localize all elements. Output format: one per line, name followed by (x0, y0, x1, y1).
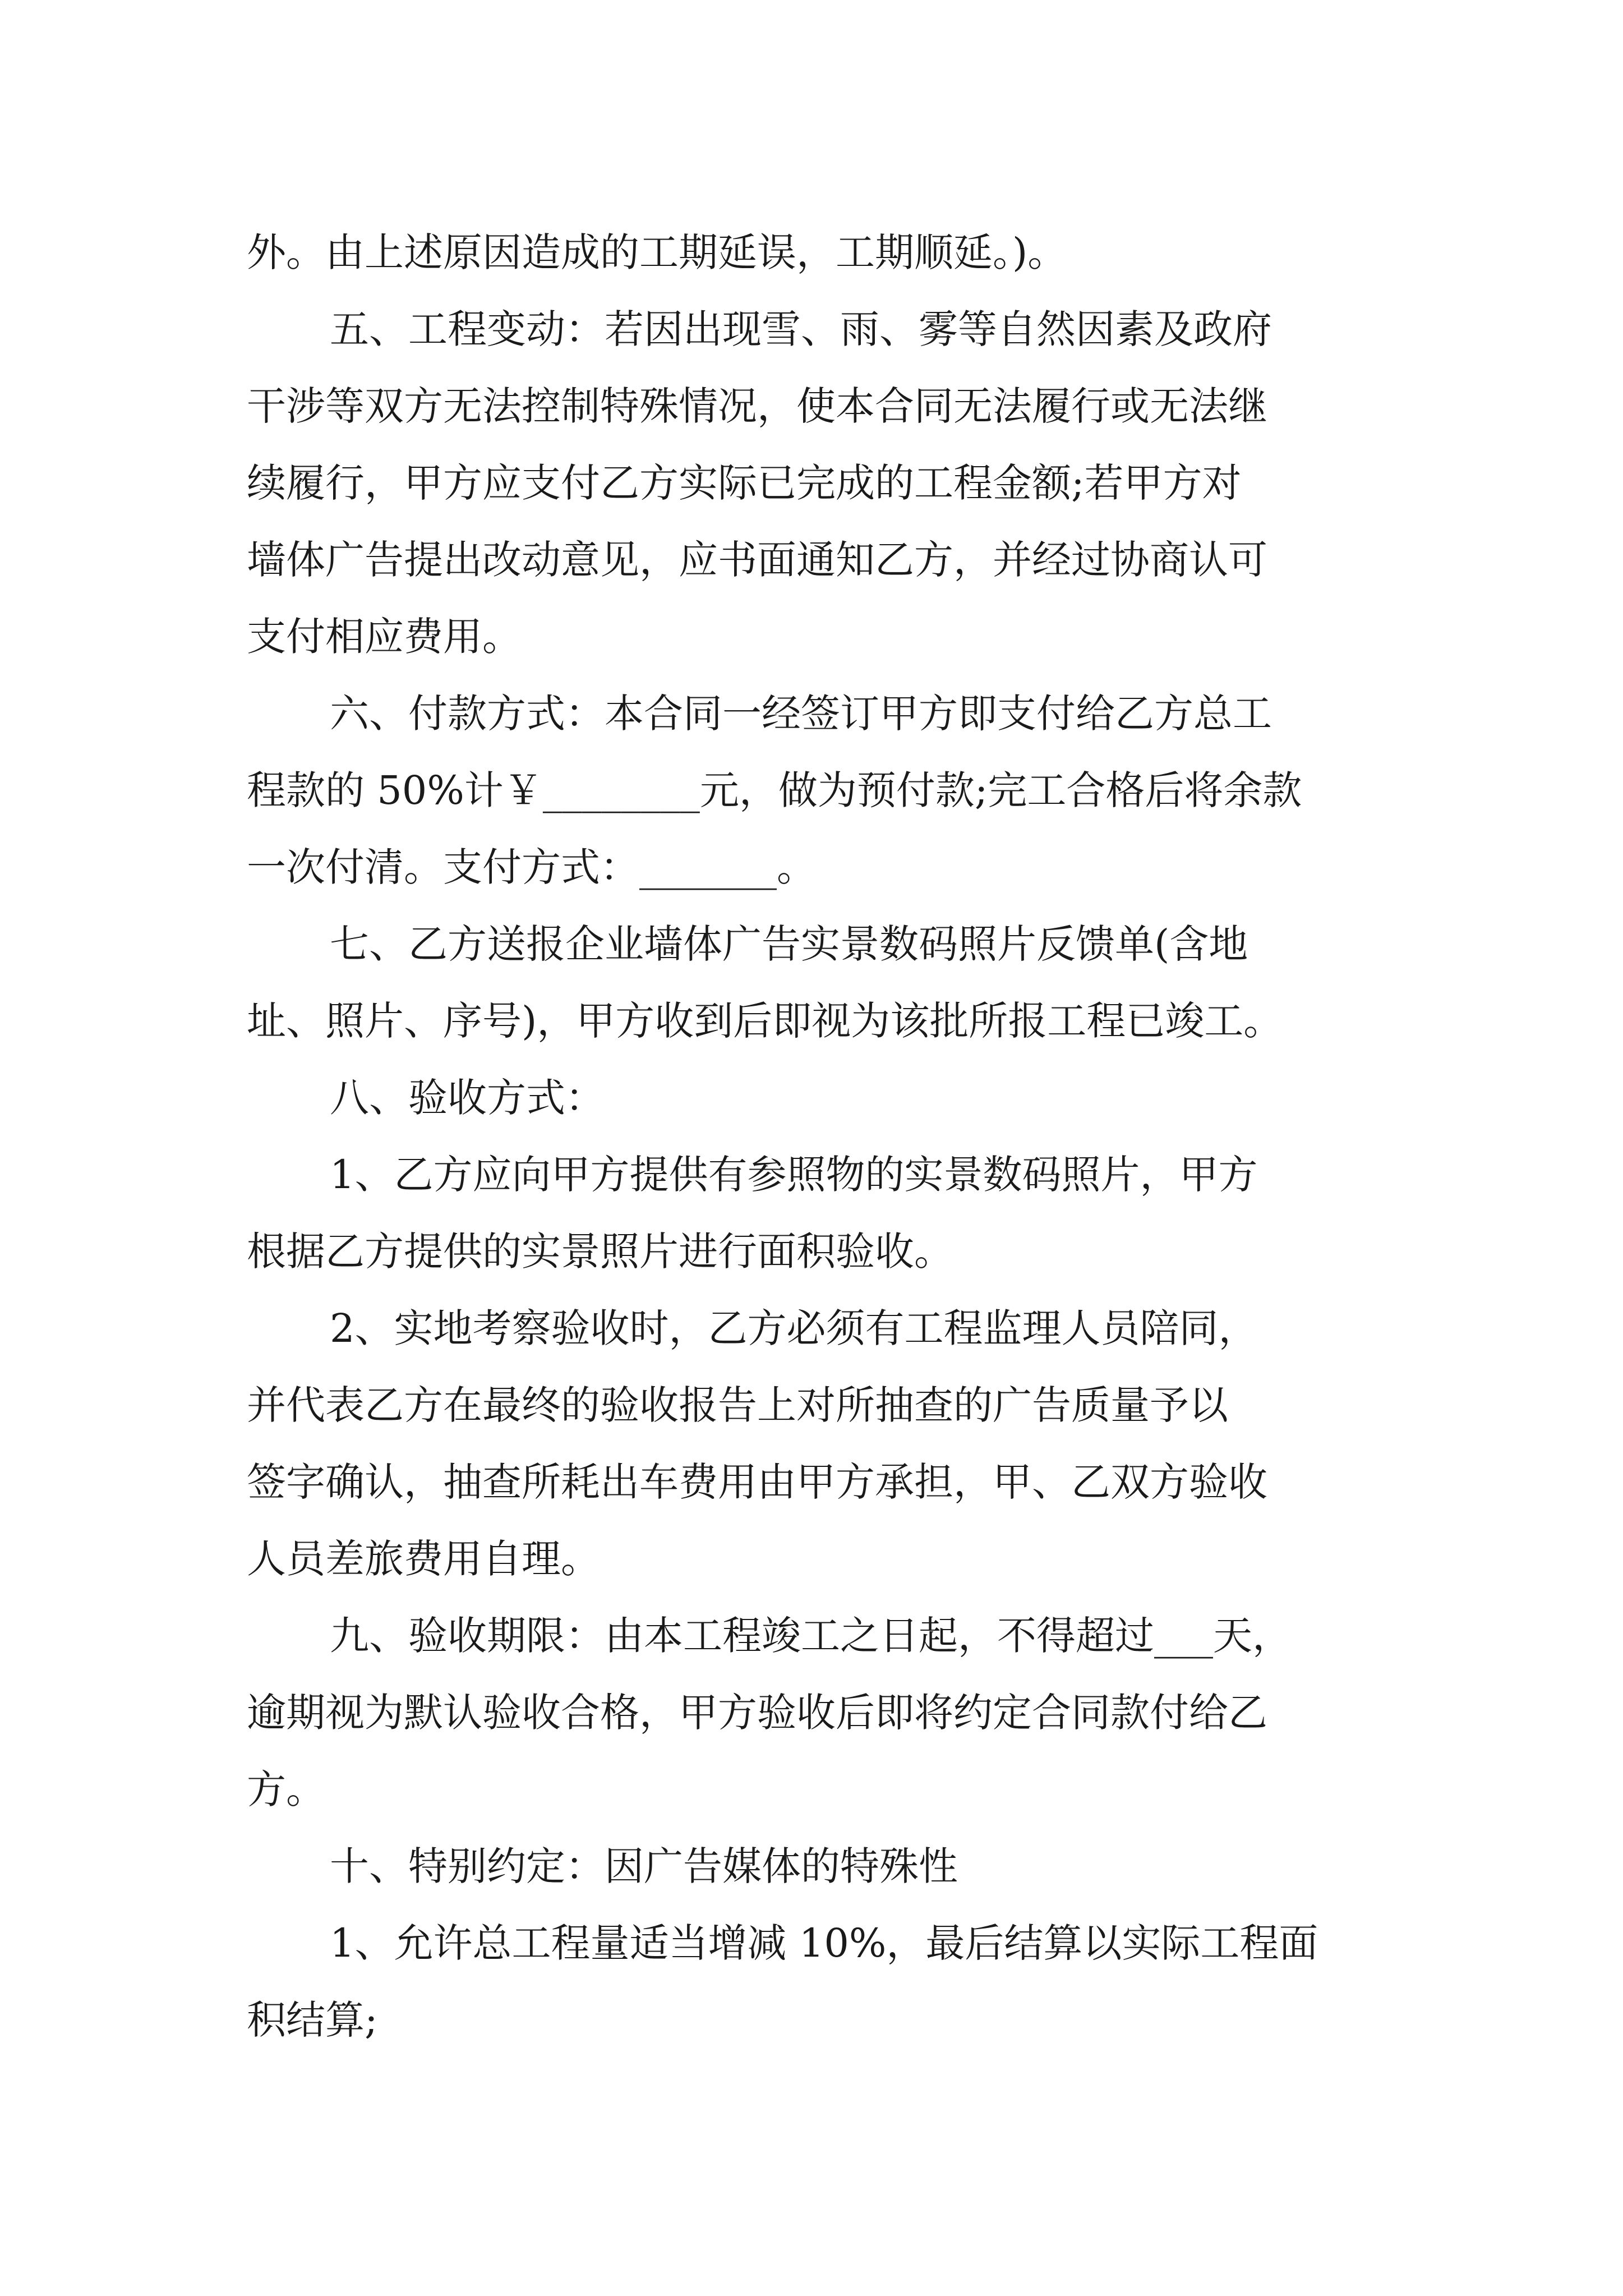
document-body (247, 214, 1396, 2059)
paragraph-clause-8-acceptance (247, 1060, 1396, 1137)
paragraph-clause-6-payment (247, 675, 1396, 906)
text-line: 墙体广告提出改动意见，应书面通知乙方，并经过协商认可 (247, 537, 1267, 583)
text-line: 五、工程变动：若因出现雪、雨、雾等自然因素及政府 (330, 306, 1272, 352)
text-line: 2、实地考察验收时，乙方必须有工程监理人员陪同， (330, 1305, 1258, 1351)
text-line: 干涉等双方无法控制特殊情况，使本合同无法履行或无法继 (247, 383, 1267, 429)
text-line: 程款的 50%计￥________元，做为预付款;完工合格后将余款 (247, 767, 1302, 813)
paragraph-clause-10-item-1 (247, 1905, 1396, 2059)
text-line: 1、乙方应向甲方提供有参照物的实景数码照片，甲方 (330, 1152, 1258, 1198)
paragraph-clause-10-special-terms (247, 1828, 1396, 1905)
paragraph-clause-8-item-1 (247, 1137, 1396, 1290)
text-line: 支付相应费用。 (247, 614, 522, 660)
text-line: 一次付清。支付方式：_______。 (247, 844, 816, 890)
text-line: 人员差旅费用自理。 (247, 1536, 600, 1582)
text-line: 六、付款方式：本合同一经签订甲方即支付给乙方总工 (330, 691, 1272, 737)
paragraph-clause-7-photo-report (247, 906, 1396, 1060)
text-line: 外。由上述原因造成的工期延误，工期顺延。)。 (247, 229, 1067, 275)
paragraph-clause-8-item-2 (247, 1290, 1396, 1598)
text-line: 积结算; (247, 1997, 378, 2043)
text-line: 方。 (247, 1766, 325, 1812)
text-line: 根据乙方提供的实景照片进行面积验收。 (247, 1228, 953, 1274)
text-line: 并代表乙方在最终的验收报告上对所抽查的广告质量予以 (247, 1382, 1228, 1428)
text-line: 八、验收方式： (330, 1075, 605, 1121)
text-line: 续履行，甲方应支付乙方实际已完成的工程金额;若甲方对 (247, 460, 1242, 506)
text-line: 逾期视为默认验收合格，甲方验收后即将约定合同款付给乙 (247, 1690, 1267, 1736)
text-line: 十、特别约定：因广告媒体的特殊性 (330, 1843, 958, 1889)
text-line: 七、乙方送报企业墙体广告实景数码照片反馈单(含地 (330, 921, 1248, 967)
text-line: 址、照片、序号)，甲方收到后即视为该批所报工程已竣工。 (247, 998, 1283, 1044)
text-line: 签字确认，抽查所耗出车费用由甲方承担，甲、乙双方验收 (247, 1459, 1267, 1505)
paragraph-continuation (247, 214, 1396, 291)
paragraph-clause-5-project-changes (247, 291, 1396, 675)
text-line: 九、验收期限：由本工程竣工之日起，不得超过___天， (330, 1613, 1292, 1659)
text-line: 1、允许总工程量适当增减 10%，最后结算以实际工程面 (330, 1920, 1318, 1966)
paragraph-clause-9-acceptance-period (247, 1598, 1396, 1828)
